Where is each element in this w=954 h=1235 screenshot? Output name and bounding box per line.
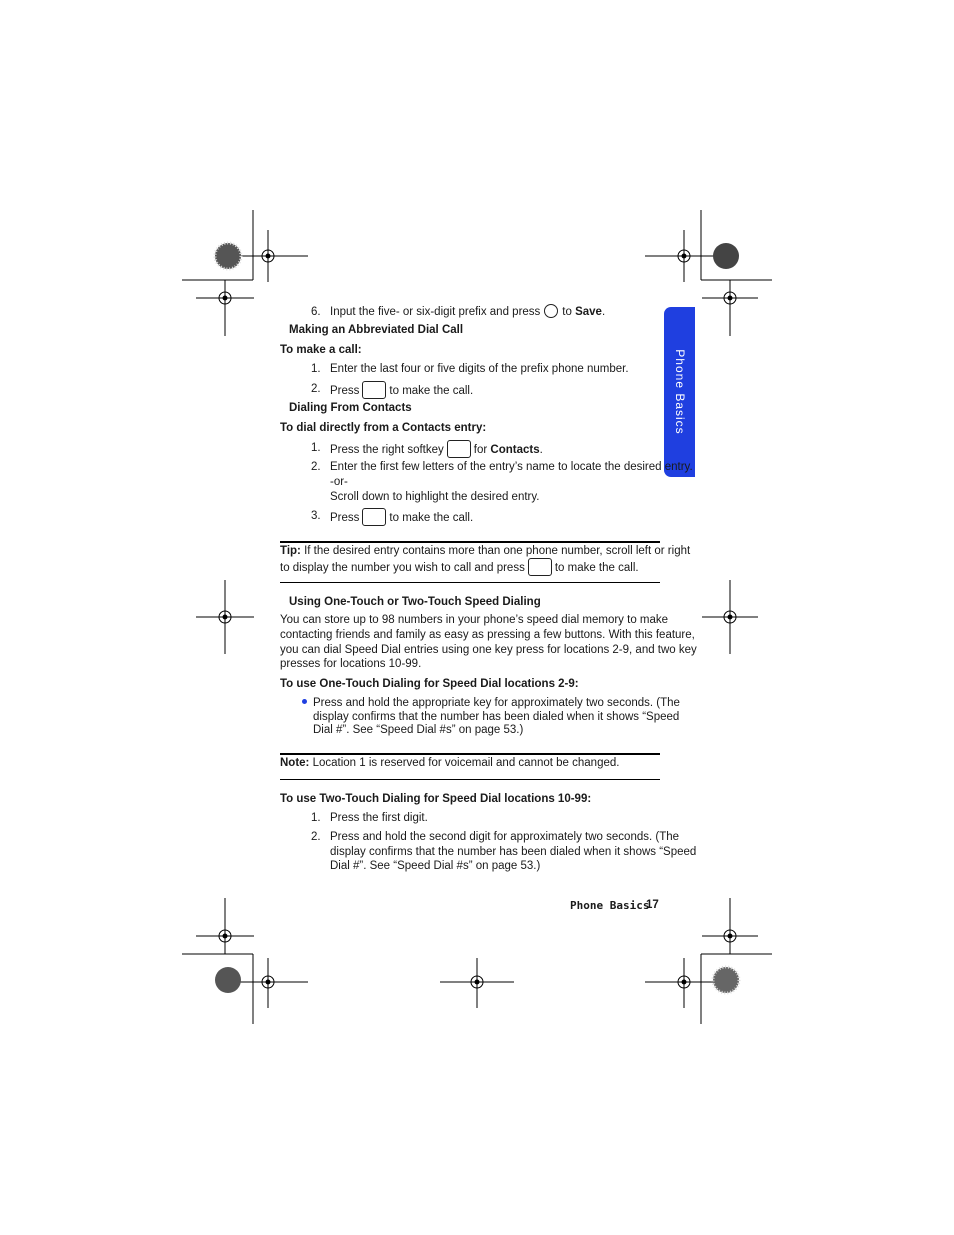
bullet-icon bbox=[302, 699, 307, 704]
send-key-icon bbox=[362, 381, 386, 399]
step-6-text-pre: Input the five- or six-digit prefix and press bbox=[330, 306, 541, 319]
section-title-speed-dial: Using One-Touch or Two-Touch Speed Dialing bbox=[289, 596, 541, 608]
contacts-step-2: Enter the first few letters of the entry’s name to locate the desired entry. bbox=[330, 461, 693, 473]
send-key-icon bbox=[362, 508, 386, 526]
contacts-step-1-end: . bbox=[539, 444, 543, 457]
step-6-text-mid: to bbox=[562, 306, 572, 319]
step-6-text-end: . bbox=[601, 306, 606, 319]
note-line bbox=[280, 756, 619, 771]
step-6-text bbox=[330, 305, 605, 320]
note-text: Location 1 is reserved for voicemail and cannot be changed. bbox=[312, 757, 620, 769]
procedure-heading-one-touch: To use One-Touch Dialing for Speed Dial locations 2-9: bbox=[280, 678, 579, 690]
make-call-step-2-post: to make the call. bbox=[389, 385, 474, 398]
step-number: 1. bbox=[311, 442, 321, 454]
contacts-step-3 bbox=[330, 509, 473, 527]
make-call-step-2 bbox=[330, 382, 473, 400]
footer-section-name: Phone Basics bbox=[570, 899, 650, 912]
step-number: 3. bbox=[311, 510, 321, 522]
two-touch-step-2-line: display confirms that the number has been dialed when it shows “Speed bbox=[330, 846, 697, 858]
step-number: 2. bbox=[311, 831, 321, 843]
contacts-step-3-pre: Press bbox=[330, 512, 360, 525]
tip-text-1: If the desired entry contains more than one phone number, scroll left or right bbox=[304, 545, 691, 557]
note-label: Note: bbox=[280, 757, 310, 769]
contacts-step-1 bbox=[330, 441, 543, 459]
make-call-step-1: Enter the last four or five digits of the prefix phone number. bbox=[330, 363, 629, 375]
tip-text-2-post: to make the call. bbox=[554, 562, 639, 575]
speed-dial-body-line: you can dial Speed Dial entries using one key press for locations 2-9, and two key bbox=[280, 644, 697, 656]
procedure-heading-two-touch: To use Two-Touch Dialing for Speed Dial locations 10-99: bbox=[280, 793, 592, 805]
contacts-step-2-alt: Scroll down to highlight the desired entry. bbox=[330, 491, 540, 503]
step-number: 2. bbox=[311, 461, 321, 473]
step-number: 2. bbox=[311, 383, 321, 395]
note-bottom-rule bbox=[280, 779, 660, 780]
tip-top-rule bbox=[280, 541, 660, 543]
tip-line-1 bbox=[280, 544, 690, 559]
tip-text-2-pre: to display the number you wish to call and press bbox=[280, 562, 525, 575]
note-top-rule bbox=[280, 753, 660, 755]
one-touch-bullet-line: Dial #”. See “Speed Dial #s” on page 53.) bbox=[313, 724, 524, 736]
two-touch-step-2-line: Dial #”. See “Speed Dial #s” on page 53.) bbox=[330, 860, 541, 872]
one-touch-bullet-line: Press and hold the appropriate key for approximately two seconds. (The bbox=[313, 697, 680, 709]
section-title-contacts: Dialing From Contacts bbox=[289, 402, 412, 414]
section-title-abbreviated: Making an Abbreviated Dial Call bbox=[289, 324, 464, 336]
two-touch-step-1: Press the first digit. bbox=[330, 812, 428, 824]
tip-bottom-rule bbox=[280, 582, 660, 583]
step-number: 6. bbox=[311, 306, 321, 318]
save-label: Save bbox=[575, 306, 602, 319]
contacts-step-3-post: to make the call. bbox=[389, 512, 474, 525]
contacts-label: Contacts bbox=[490, 444, 540, 457]
tip-label: Tip: bbox=[280, 545, 301, 557]
make-call-step-2-pre: Press bbox=[330, 385, 360, 398]
procedure-heading-contacts: To dial directly from a Contacts entry: bbox=[280, 422, 487, 434]
speed-dial-body-line: You can store up to 98 numbers in your phone’s speed dial memory to make bbox=[280, 614, 669, 626]
step-number: 1. bbox=[311, 363, 321, 375]
contacts-step-2-or: -or- bbox=[330, 476, 348, 488]
procedure-heading-make-call: To make a call: bbox=[280, 344, 362, 356]
contacts-step-1-pre: Press the right softkey bbox=[330, 444, 444, 457]
ok-key-icon bbox=[544, 304, 558, 318]
tip-line-2 bbox=[280, 559, 639, 577]
contacts-step-1-mid: for bbox=[473, 444, 488, 457]
one-touch-bullet-line: display confirms that the number has been dialed when it shows “Speed bbox=[313, 711, 680, 723]
step-number: 1. bbox=[311, 812, 321, 824]
speed-dial-body-line: presses for locations 10-99. bbox=[280, 658, 422, 670]
right-softkey-icon bbox=[447, 440, 471, 458]
speed-dial-body-line: contacting friends and family as easy as pressing a few buttons. With this feature, bbox=[280, 629, 695, 641]
side-tab-label: Phone Basics bbox=[673, 349, 687, 435]
two-touch-step-2-line: Press and hold the second digit for approximately two seconds. (The bbox=[330, 831, 680, 843]
send-key-icon bbox=[528, 558, 552, 576]
page-number: 17 bbox=[646, 899, 659, 911]
